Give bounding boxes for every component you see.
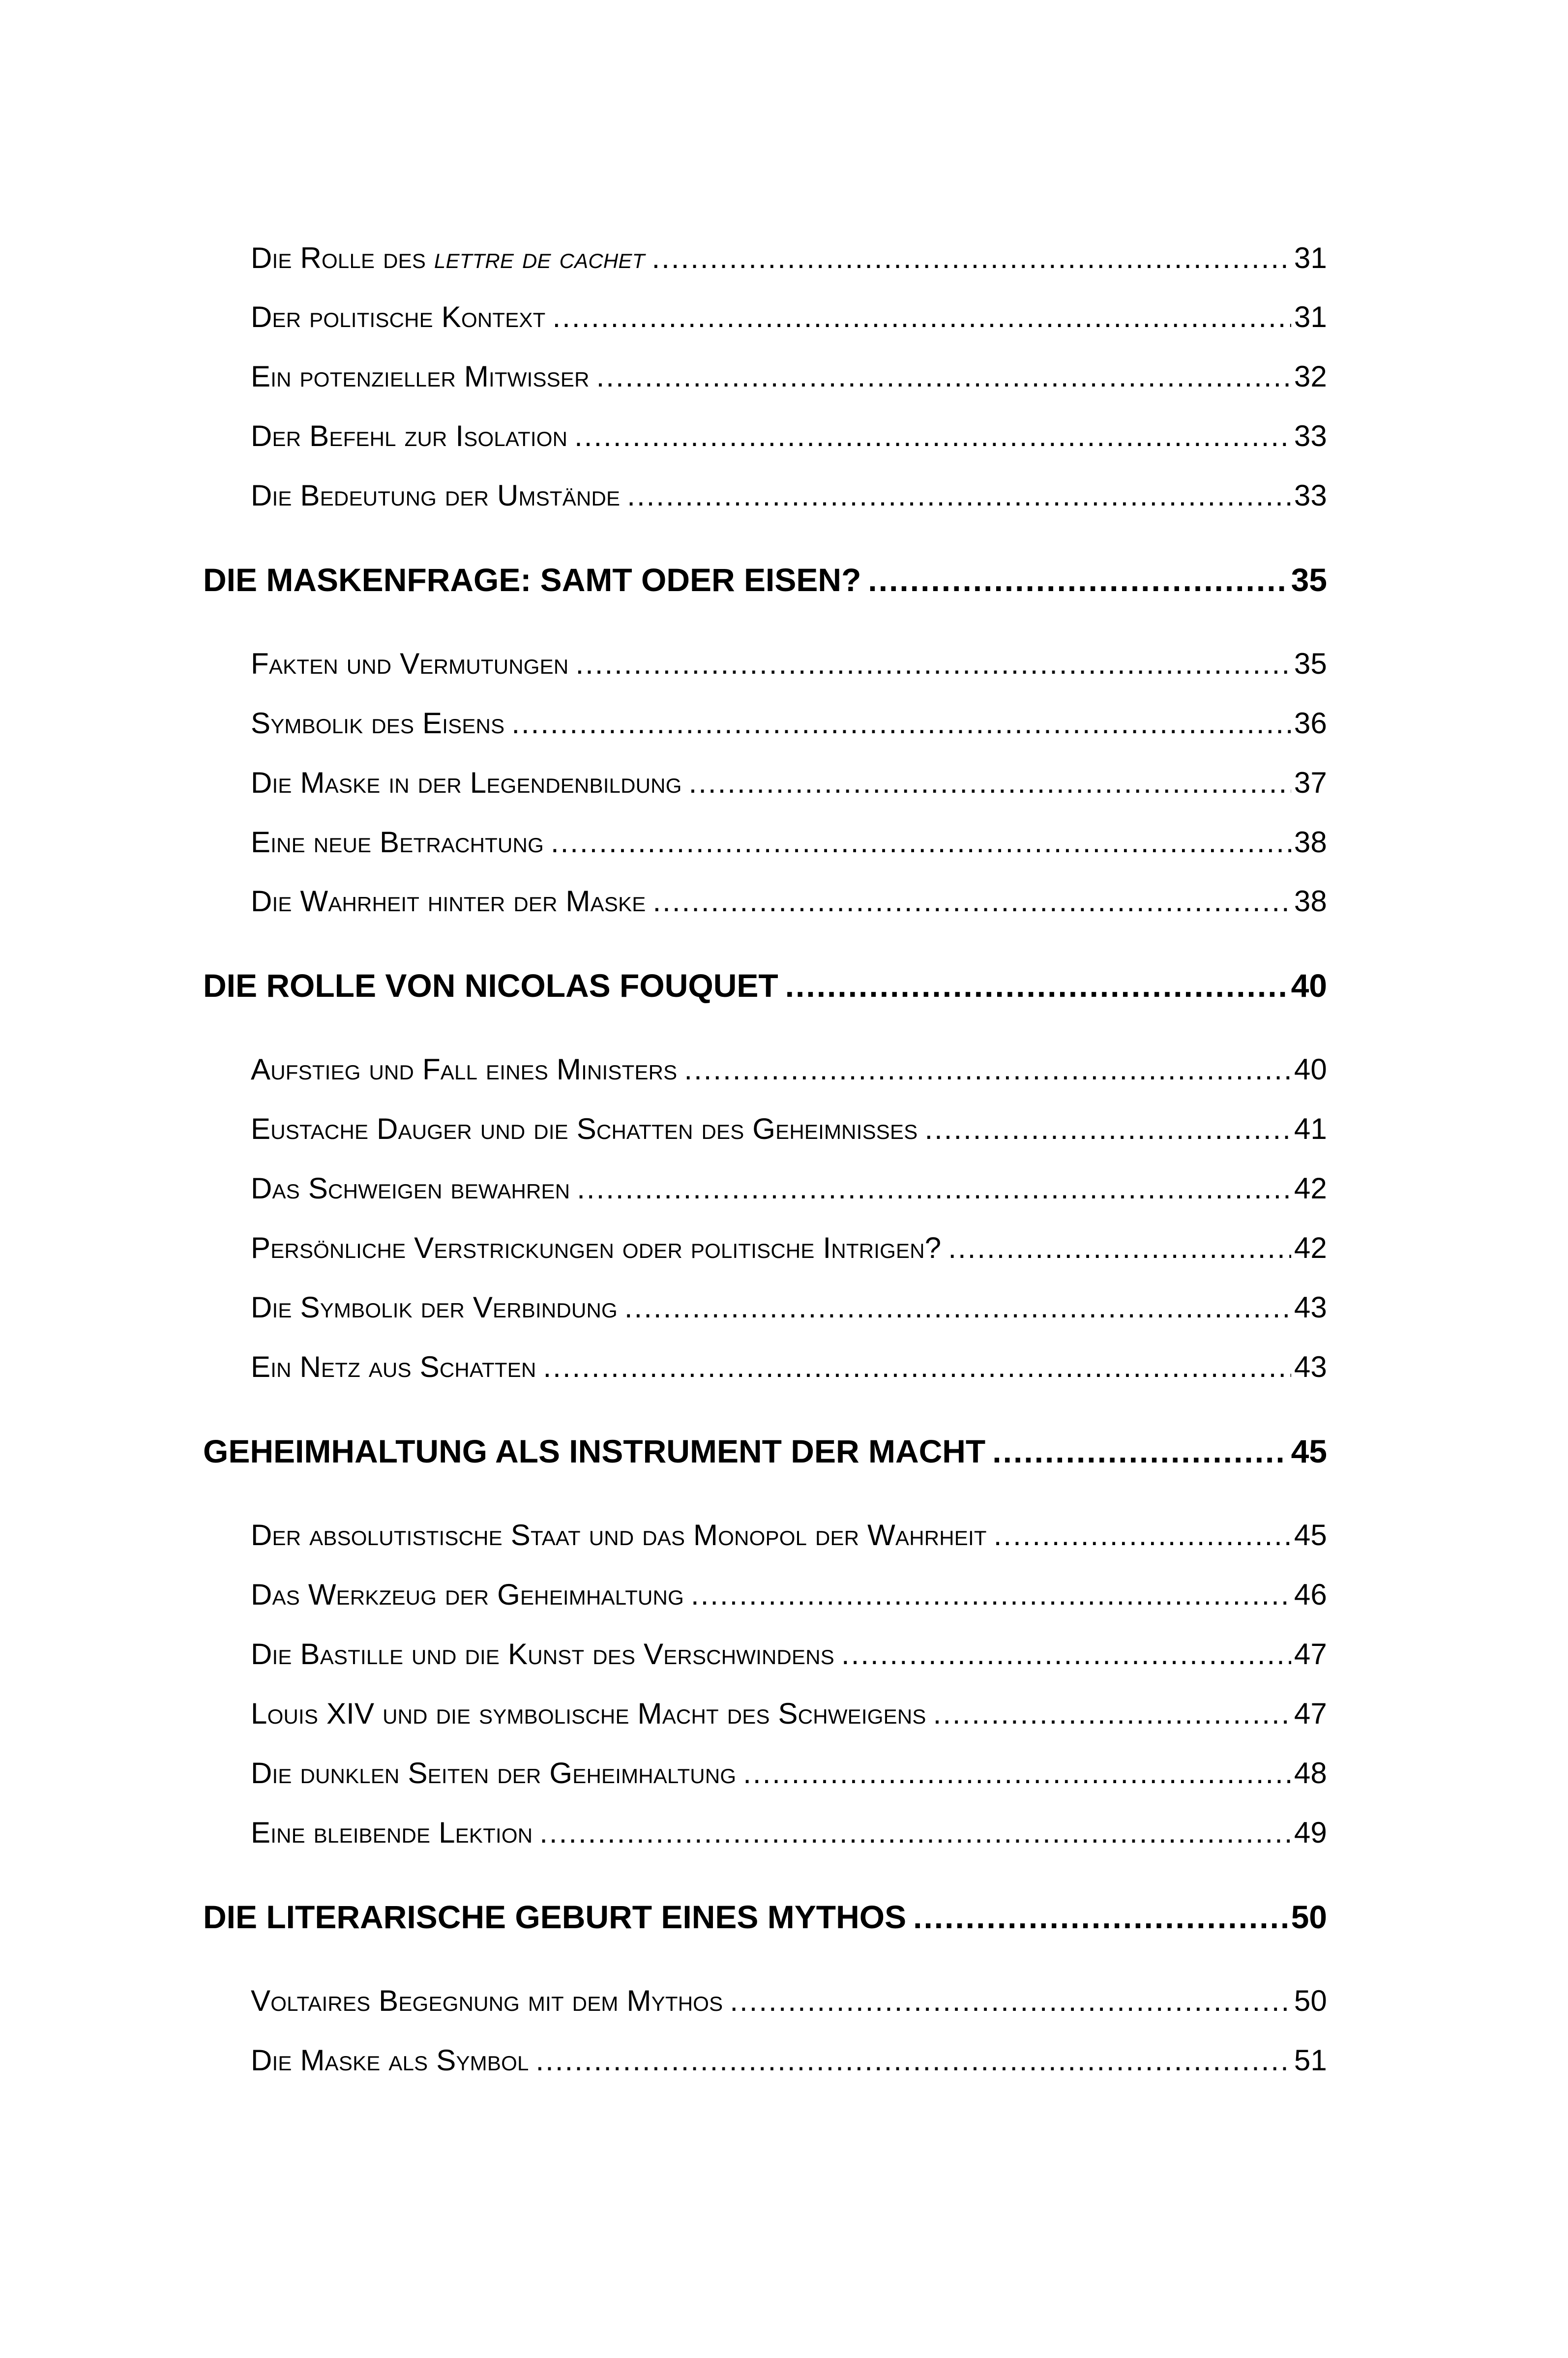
toc-entry-page: 38 (1294, 826, 1327, 859)
toc-entry-page: 47 (1294, 1697, 1327, 1730)
toc-entry-title-italic: lettre de cachet (434, 241, 645, 274)
toc-entry[interactable] (251, 1112, 1327, 1146)
toc-entry-page: 50 (1294, 1984, 1327, 2017)
toc-entry[interactable] (251, 1697, 1327, 1731)
dot-leader (730, 1984, 1291, 2018)
toc-entry[interactable] (251, 766, 1327, 800)
toc-entry-title: Die Bastille und die Kunst des Verschwindens (251, 1638, 835, 1671)
toc-chapter-entry[interactable] (203, 967, 1327, 1004)
toc-entry-page: 36 (1294, 707, 1327, 740)
dot-leader (627, 478, 1291, 512)
toc-entry-title: Die Maske als Symbol (251, 2044, 529, 2077)
toc-entry[interactable] (251, 1290, 1327, 1324)
toc-entry-page: 32 (1294, 360, 1327, 393)
toc-entry[interactable] (251, 1816, 1327, 1850)
toc-entry-page: 40 (1294, 1053, 1327, 1086)
toc-entry-title: Ein potenzieller Mitwisser (251, 360, 590, 393)
toc-entry-title: Persönliche Verstrickungen oder politische Intrigen? (251, 1231, 942, 1264)
toc-entry-page: 41 (1294, 1112, 1327, 1145)
dot-leader (785, 967, 1288, 1004)
toc-entry-page: 31 (1294, 241, 1327, 274)
toc-chapter-page: 35 (1291, 562, 1327, 598)
toc-chapter-entry[interactable] (203, 561, 1327, 598)
dot-leader (992, 1433, 1288, 1470)
toc-entry-page: 42 (1294, 1172, 1327, 1205)
toc-entry-page: 45 (1294, 1519, 1327, 1552)
toc-entry-title: Eine neue Betrachtung (251, 826, 544, 859)
toc-entry-title: Die Maske in der Legendenbildung (251, 766, 682, 799)
toc-entry[interactable] (251, 419, 1327, 453)
dot-leader (913, 1898, 1288, 1936)
toc-entry-title: Die dunklen Seiten der Geheimhaltung (251, 1757, 737, 1790)
toc-entry[interactable] (251, 1231, 1327, 1265)
toc-entry-title: Die Symbolik der Verbindung (251, 1291, 618, 1324)
dot-leader (691, 1578, 1291, 1612)
toc-entry-title: Ein Netz aus Schatten (251, 1350, 536, 1383)
dot-leader (574, 419, 1291, 453)
toc-entry[interactable] (251, 359, 1327, 393)
toc-chapter-title: GEHEIMHALTUNG ALS INSTRUMENT DER MACHT (203, 1433, 986, 1469)
toc-entry-title: Aufstieg und Fall eines Ministers (251, 1053, 678, 1086)
toc-entry[interactable] (251, 300, 1327, 334)
dot-leader (624, 1290, 1291, 1324)
toc-entry-page: 47 (1294, 1638, 1327, 1671)
toc-chapter-title: DIE ROLLE VON NICOLAS FOUQUET (203, 967, 778, 1004)
toc-entry-title: Symbolik des Eisens (251, 707, 505, 740)
toc-chapter-entry[interactable] (203, 1433, 1327, 1470)
toc-entry-title-prefix: Die Rolle des (251, 241, 434, 274)
toc-entry-page: 43 (1294, 1291, 1327, 1324)
toc-entry-title: Die Wahrheit hinter der Maske (251, 885, 646, 918)
toc-entry[interactable] (251, 1052, 1327, 1086)
toc-entry[interactable] (251, 2043, 1327, 2077)
toc-entry[interactable] (251, 1756, 1327, 1790)
toc-chapter-title: DIE LITERARISCHE GEBURT EINES MYTHOS (203, 1899, 907, 1935)
toc-entry-page: 38 (1294, 885, 1327, 918)
dot-leader (539, 1816, 1291, 1850)
toc-entry[interactable] (251, 478, 1327, 512)
toc-entry-title: Der Befehl zur Isolation (251, 419, 568, 452)
dot-leader (841, 1637, 1291, 1671)
dot-leader (743, 1756, 1291, 1790)
dot-leader (511, 706, 1291, 740)
dot-leader (653, 884, 1291, 918)
toc-chapter-entry[interactable] (203, 1898, 1327, 1936)
toc-entry-title: Das Schweigen bewahren (251, 1172, 570, 1205)
toc-entry-title: Voltaires Begegnung mit dem Mythos (251, 1984, 723, 2017)
dot-leader (551, 825, 1291, 859)
toc-entry-page: 49 (1294, 1816, 1327, 1849)
toc-entry-page: 43 (1294, 1350, 1327, 1383)
dot-leader (536, 2043, 1291, 2077)
dot-leader (577, 1171, 1291, 1205)
toc-entry[interactable] (251, 1637, 1327, 1671)
dot-leader (933, 1697, 1291, 1731)
toc-entry-page: 42 (1294, 1231, 1327, 1264)
dot-leader (652, 241, 1291, 275)
dot-leader (948, 1231, 1291, 1265)
toc-entry-title: Eustache Dauger und die Schatten des Geheimnisses (251, 1112, 918, 1145)
toc-entry-page: 31 (1294, 300, 1327, 333)
dot-leader (543, 1350, 1291, 1384)
toc-entry-title: Das Werkzeug der Geheimhaltung (251, 1578, 684, 1611)
dot-leader (596, 359, 1291, 393)
toc-entry-page: 33 (1294, 479, 1327, 512)
toc-chapter-page: 45 (1291, 1433, 1327, 1469)
toc-entry[interactable] (251, 1171, 1327, 1205)
toc-entry[interactable] (251, 706, 1327, 740)
toc-entry-title: Der politische Kontext (251, 300, 546, 333)
toc-entry-page: 46 (1294, 1578, 1327, 1611)
dot-leader (575, 647, 1291, 681)
toc-entry[interactable] (251, 1350, 1327, 1384)
toc-entry[interactable] (251, 884, 1327, 918)
dot-leader (553, 300, 1291, 334)
toc-entry-title: Der absolutistische Staat und das Monopol der Wahrheit (251, 1519, 987, 1552)
toc-entry-title: Louis XIV und die symbolische Macht des Schweigens (251, 1697, 926, 1730)
toc-entry-page: 37 (1294, 766, 1327, 799)
toc-entry-page: 48 (1294, 1757, 1327, 1790)
toc-entry-title: Die Bedeutung der Umstände (251, 479, 621, 512)
toc-entry-title: Eine bleibende Lektion (251, 1816, 533, 1849)
toc-chapter-title: DIE MASKENFRAGE: SAMT ODER EISEN? (203, 562, 861, 598)
dot-leader (868, 561, 1288, 598)
toc-chapter-page: 50 (1291, 1899, 1327, 1935)
dot-leader (994, 1518, 1291, 1552)
toc-entry[interactable] (251, 1518, 1327, 1552)
toc-entry[interactable] (251, 647, 1327, 681)
toc-entry[interactable] (251, 1578, 1327, 1612)
toc-entry[interactable] (251, 825, 1327, 859)
dot-leader (924, 1112, 1291, 1146)
toc-entry[interactable] (251, 241, 1327, 275)
toc-entry[interactable] (251, 1984, 1327, 2018)
dot-leader (689, 766, 1291, 800)
toc-entry-title (251, 241, 645, 275)
dot-leader (684, 1052, 1291, 1086)
toc-entry-title: Fakten und Vermutungen (251, 647, 569, 680)
toc-entry-page: 51 (1294, 2044, 1327, 2077)
toc-entry-page: 33 (1294, 419, 1327, 452)
toc-chapter-page: 40 (1291, 967, 1327, 1004)
toc-entry-page: 35 (1294, 647, 1327, 680)
